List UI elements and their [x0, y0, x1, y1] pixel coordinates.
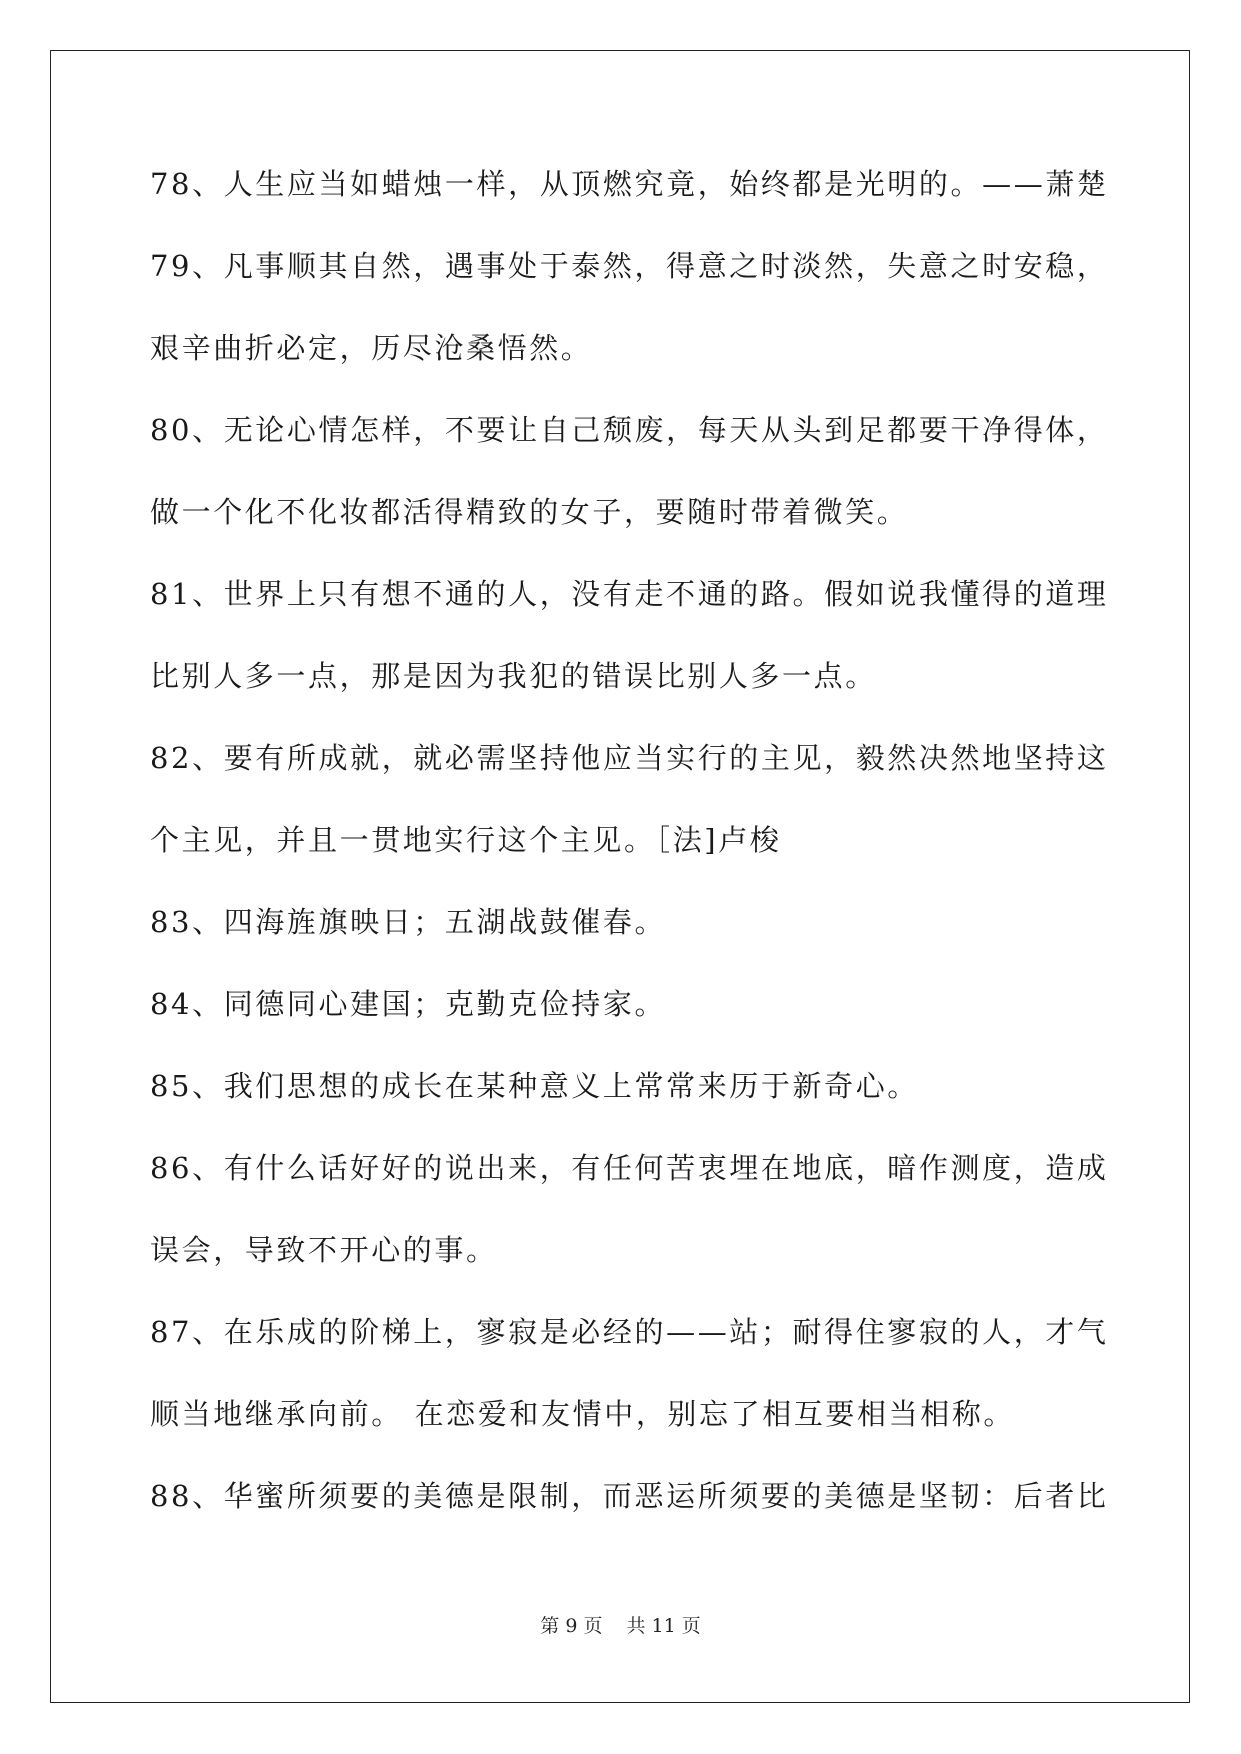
- text-line-17: 88、华蜜所须要的美德是限制，而恶运所须要的美德是坚韧：后者比: [150, 1479, 1109, 1513]
- text-line-8: 82、要有所成就，就必需坚持他应当实行的主见，毅然决然地坚持这: [150, 741, 1109, 775]
- text-line-14: 误会，导致不开心的事。: [150, 1233, 498, 1267]
- document-body: [150, 162, 1109, 1556]
- text-line-11: 84、同德同心建国；克勤克俭持家。: [150, 987, 667, 1021]
- text-line-2: 79、凡事顺其自然，遇事处于泰然，得意之时淡然，失意之时安稳，: [150, 249, 1109, 283]
- text-line-4: 80、无论心情怎样，不要让自己颓废，每天从头到足都要干净得体，: [150, 413, 1109, 447]
- text-line-13: 86、有什么话好好的说出来，有任何苦衷埋在地底，暗作测度，造成: [150, 1151, 1109, 1185]
- text-line-7: 比别人多一点，那是因为我犯的错误比别人多一点。: [150, 659, 877, 693]
- text-line-3: 艰辛曲折必定，历尽沧桑悟然。: [150, 331, 593, 365]
- page-footer: [0, 1614, 1241, 1638]
- text-line-9: 个主见，并且一贯地实行这个主见。［法]卢梭: [150, 823, 782, 857]
- text-line-16: 顺当地继承向前。 在恋爱和友情中，别忘了相互要相当相称。: [150, 1397, 1016, 1431]
- text-line-6: 81、世界上只有想不通的人，没有走不通的路。假如说我懂得的道理: [150, 577, 1109, 611]
- text-line-10: 83、四海旌旗映日；五湖战鼓催春。: [150, 905, 667, 939]
- page-number: 第 9 页: [540, 1615, 603, 1637]
- text-line-1: 78、人生应当如蜡烛一样，从顶燃究竟，始终都是光明的。——萧楚: [150, 167, 1109, 201]
- text-line-12: 85、我们思想的成长在某种意义上常常来历于新奇心。: [150, 1069, 919, 1103]
- text-line-15: 87、在乐成的阶梯上，寥寂是必经的——站；耐得住寥寂的人，才气: [150, 1315, 1109, 1349]
- page-total: 共 11 页: [626, 1615, 701, 1637]
- text-line-5: 做一个化不化妆都活得精致的女子，要随时带着微笑。: [150, 495, 909, 529]
